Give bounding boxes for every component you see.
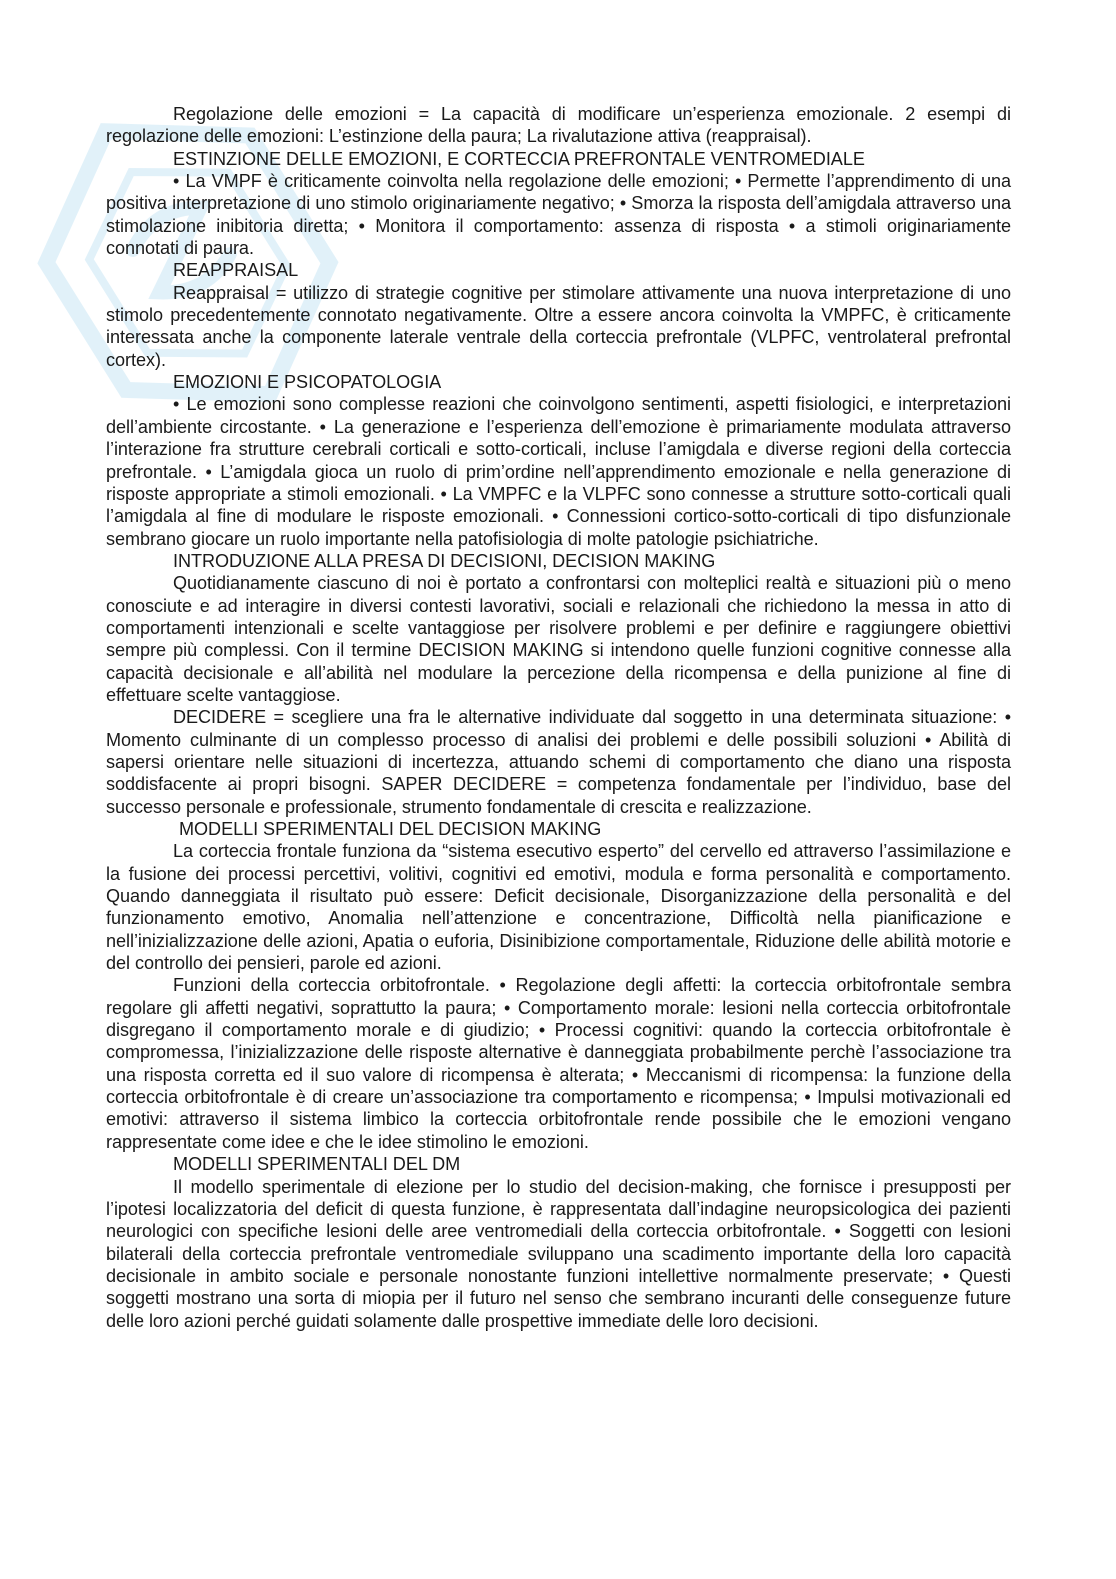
paragraph: DECIDERE = scegliere una fra le alternative individuate dal soggetto in una determinata situazione: • Momento culminante di un complesso processo di analisi dei problemi e delle possibili soluzioni • Abilità di sapersi orientare nelle situazioni di incertezza, attuando schemi di comportamento che diano una risposta soddisfacente ai propri bisogni. SAPER DECIDERE = competenza fondamentale per l’individuo, base del successo personale e professionale, strumento fondamentale di crescita e realizzazione.: [106, 707, 1011, 817]
section-heading: ESTINZIONE DELLE EMOZIONI, E CORTECCIA PREFRONTALE VENTROMEDIALE: [173, 148, 865, 169]
paragraph: La corteccia frontale funziona da “sistema esecutivo esperto” del cervello ed attraverso l’assimilazione e la fusione dei processi percettivi, volitivi, cognitivi ed emotivi, modula e forma personalità e comportamento. Quando danneggiata il risultato può essere: Deficit decisionale, Disorganizzazione della personalità e del funzionamento emotivo, Anomalia nell’attenzione e concentrazione, Difficoltà nella pianificazione e nell’inizializzazione delle azioni, Apatia o euforia, Disinibizione comportamentale, Riduzione delle abilità motorie e del controllo dei pensieri, parole ed azioni.: [106, 841, 1011, 974]
paragraph: Regolazione delle emozioni = La capacità di modificare un’esperienza emozionale. 2 esempi di regolazione delle emozioni: L’estinzione della paura; La rivalutazione attiva (reappraisal).: [106, 104, 1011, 147]
paragraph: Funzioni della corteccia orbitofrontale. • Regolazione degli affetti: la corteccia orbitofrontale sembra regolare gli affetti negativi, soprattutto la paura; • Comportamento morale: lesioni nella corteccia orbitofrontale disgregano il comportamento morale e di giudizio; • Processi cognitivi: quando la corteccia orbitofrontale è compromessa, l’inizializzazione delle risposte alternative è danneggiata probabilmente perchè l’associazione tra una risposta corretta ed il suo valore di ricompensa è alterata; • Meccanismi di ricompensa: la funzione della corteccia orbitofrontale è di creare un’associazione tra comportamento e ricompensa; • Impulsi motivazionali ed emotivi: attraverso il sistema limbico la corteccia orbitofrontale rende possibile che le emozioni vengano rappresentate come idee e che le idee stimolino le emozioni.: [106, 975, 1011, 1152]
document-body: [106, 103, 1011, 1332]
paragraph: Quotidianamente ciascuno di noi è portato a confrontarsi con molteplici realtà e situazioni più o meno conosciute e ad interagire in diversi contesti lavorativi, sociali e relazionali che richiedono la messa in atto di comportamenti intenzionali e scelte vantaggiose per risolvere problemi e per definire e raggiungere obiettivi sempre più complessi. Con il termine DECISION MAKING si intendono quelle funzioni cognitive connesse alla capacità decisionale e all’abilità nel modulare la percezione della ricompensa e della punizione al fine di effettuare scelte vantaggiose.: [106, 573, 1011, 705]
paragraph: • La VMPF è criticamente coinvolta nella regolazione delle emozioni; • Permette l’apprendimento di una positiva interpretazione di uno stimolo originariamente negativo; • Smorza la risposta dell’amigdala attraverso una stimolazione inibitoria diretta; • Monitora il comportamento: assenza di risposta • a stimoli originariamente connotati di paura.: [106, 171, 1011, 259]
paragraph: Il modello sperimentale di elezione per lo studio del decision-making, che fornisce i presupposti per l’ipotesi localizzatoria del deficit di questa funzione, è rappresentata dall’indagine neuropsicologica dei pazienti neurologici con specifiche lesioni delle aree ventromediali della corteccia orbitofrontale. • Soggetti con lesioni bilaterali della corteccia prefrontale ventromediale sviluppano una scadimento importante della loro capacità decisionale in ambito sociale e personale nonostante funzioni intellettive normalmente preservate; • Questi soggetti mostrano una sorta di miopia per il futuro nel senso che sembrano incuranti delle conseguenze future delle loro azioni perché guidati solamente dalle prospettive immediate delle loro decisioni.: [106, 1176, 1011, 1331]
section-heading: EMOZIONI E PSICOPATOLOGIA: [173, 372, 442, 393]
section-heading: INTRODUZIONE ALLA PRESA DI DECISIONI, DECISION MAKING: [173, 550, 716, 571]
paragraph: • Le emozioni sono complesse reazioni che coinvolgono sentimenti, aspetti fisiologici, e interpretazioni dell’ambiente circostante. • La generazione e l’esperienza dell’emozione è primariamente modulata attraverso l’interazione fra strutture cerebrali corticali e sotto-corticali, incluse l’amigdala e diverse regioni della corteccia prefrontale. • L’amigdala gioca un ruolo di prim’ordine nell’apprendimento emozionale e nella generazione di risposte appropriate a stimoli emozionali. • La VMPFC e la VLPFC sono connesse a strutture sotto-corticali quali l’amigdala al fine di modulare le risposte emozionali. • Connessioni cortico-sotto-corticali di tipo disfunzionale sembrano giocare un ruolo importante nella patofisiologia di molte patologie psichiatriche.: [106, 394, 1011, 549]
section-heading: MODELLI SPERIMENTALI DEL DM: [173, 1154, 461, 1175]
paragraph: Reappraisal = utilizzo di strategie cognitive per stimolare attivamente una nuova interpretazione di uno stimolo precedentemente connotato negativamente. Oltre a essere ancora coinvolta la VMPFC, è criticamente interessata anche la componente laterale ventrale della corteccia prefrontale (VLPFC, ventrolateral prefrontal cortex).: [106, 282, 1011, 370]
section-heading: MODELLI SPERIMENTALI DEL DECISION MAKING: [179, 819, 602, 839]
section-heading: REAPPRAISAL: [173, 260, 299, 281]
